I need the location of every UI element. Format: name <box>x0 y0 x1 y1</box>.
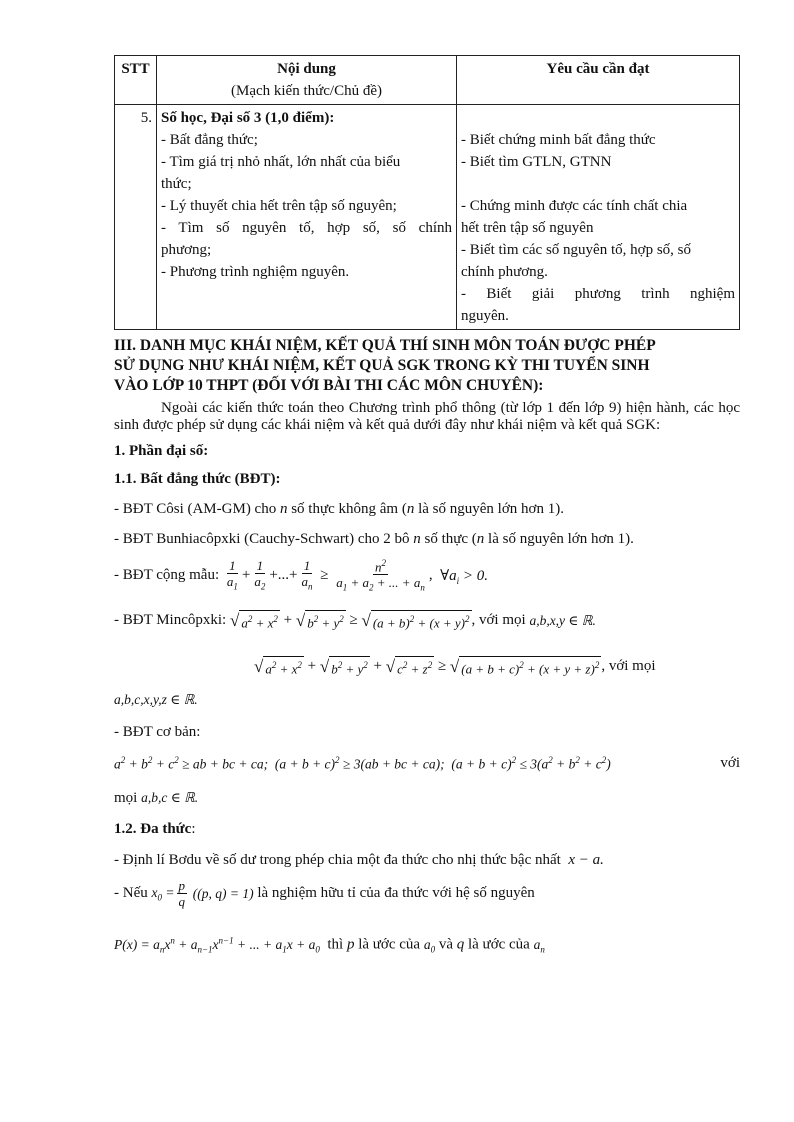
fraction: $\frac{1}{a_1}$ <box>226 557 238 592</box>
coban-vars-pre: mọi <box>114 790 138 806</box>
content-line: phương; <box>161 242 212 258</box>
header-requirement: Yêu cầu cần đạt <box>457 56 740 105</box>
req-line <box>461 107 735 129</box>
subsection-heading: 1.1. Bất đẳng thức (BĐT): <box>114 471 281 487</box>
bodu-line <box>114 852 604 869</box>
fraction: $\frac{1}{a_2}$ <box>254 557 266 592</box>
table-header-row <box>115 56 740 105</box>
bunhia-text: số thực ( <box>420 531 477 547</box>
content-line: - Tìm số nguyên tố, hợp số, số chính <box>161 220 452 236</box>
poly-line: $P(x) = a_nx^n + a_{n-1}x^{n-1}$ + ... + $a_1x + a_0$ thì p là ước của $a_0$ và q là ước của $a_n$ <box>114 935 545 955</box>
table-row <box>115 105 740 330</box>
content-line: thức; <box>161 176 192 192</box>
fraction: $\frac{p}{q}$ <box>178 878 185 909</box>
poly-text: và <box>438 936 453 953</box>
bunhia-line <box>114 531 634 548</box>
req-line: - Biết giải phương trình nghiệm <box>461 286 735 302</box>
neu-label: - Nếu <box>114 885 148 901</box>
poly-text: là ước của <box>358 936 421 953</box>
header-stt: STT <box>115 56 157 105</box>
req-line: - Chứng minh được các tính chất chia <box>461 198 688 214</box>
content-line: - Tìm giá trị nhỏ nhất, lớn nhất của biểu <box>161 154 401 170</box>
minco2-vars: a,b,c,x,y,z ∈ ℝ. <box>114 692 198 707</box>
content-line: - Bất đẳng thức; <box>161 132 258 148</box>
var-n: n <box>476 531 485 547</box>
var-n: n <box>406 501 415 517</box>
coban-line: $a^2 + b^2 + c^2$ ≥ ab + bc + ca; $(a + b + c)^2 \ge 3(ab$ + bc + ca); $(a + b + c)^2 \le 3(a^2 + b^2 + c^2)$ với <box>114 755 740 772</box>
minco2-tail: , với mọi <box>601 658 656 675</box>
minco-label: - BĐT Mincôpxki: <box>114 612 227 629</box>
cosi-text: - BĐT Côsi (AM-GM) cho <box>114 501 280 517</box>
req-line: - Biết tìm GTLN, GTNN <box>461 154 612 170</box>
section-heading: III. DANH MỤC KHÁI NIỆM, KẾT QUẢ THÍ SINH MÔN TOÁN ĐƯỢC PHÉP <box>114 337 656 354</box>
fraction: $\frac{n^2}{a_1 + a_2 + ... + a_n}$ <box>336 558 425 593</box>
var-p: p <box>346 936 355 953</box>
requirements-table <box>114 55 740 330</box>
neu-line: - Nếu $x_0$ = $\frac{p}{q}$ ((p, q) = 1) là nghiệm hữu tỉ của đa thức với hệ số nguyên <box>114 878 535 909</box>
req-line: nguyên. <box>461 308 509 324</box>
cosi-text: là số nguyên lớn hơn 1). <box>414 501 564 517</box>
section-heading: VÀO LỚP 10 THPT (ĐỐI VỚI BÀI THI CÁC MÔN CHUYÊN): <box>114 377 544 394</box>
header-content-title: Nội dung <box>277 61 336 77</box>
coban-tail: với <box>720 755 740 771</box>
minco-line: - BĐT Mincôpxki: √ $a^2 + x^2$ + √ $b^2 + y^2$ ≥ √ $(a + b)^2 + (x + y)^2$ , với mọi a,b,x,y ∈ ℝ. <box>114 610 596 631</box>
header-content-subtitle: (Mạch kiến thức/Chủ đề) <box>230 83 382 99</box>
var-q: q <box>456 936 465 953</box>
neu-tail: là nghiệm hữu tỉ của đa thức với hệ số nguyên <box>257 885 535 901</box>
sub12-title: 1.2. Đa thức <box>114 821 192 837</box>
req-line: - Biết tìm các số nguyên tố, hợp số, số <box>461 242 691 258</box>
minco-vars: a,b,x,y ∈ ℝ. <box>529 612 596 628</box>
row-content <box>157 105 457 330</box>
bunhia-text: là số nguyên lớn hơn 1). <box>484 531 634 547</box>
bodu-text: - Định lí Bơdu về số dư trong phép chia một đa thức cho nhị thức bậc nhất <box>114 852 561 868</box>
intro-paragraph: Ngoài các kiến thức toán theo Chương trình phổ thông (từ lớp 1 đến lớp 9) hiện hành, các học sinh được phép sử dụng các khái niệm và kết quả dưới đây như khái niệm và kết quả SGK: <box>114 400 740 433</box>
cosi-line <box>114 501 564 518</box>
req-line <box>461 173 735 195</box>
bodu-expr: x − a. <box>568 852 604 868</box>
var-n: n <box>279 501 288 517</box>
row-title: Số học, Đại số 3 (1,0 điểm): <box>161 110 335 126</box>
congmau-label: - BĐT cộng mẫu: <box>114 567 220 584</box>
req-line: - Biết chứng minh bất đẳng thức <box>461 132 656 148</box>
coban-label: - BĐT cơ bản: <box>114 724 201 740</box>
sub12-colon: : <box>191 821 196 837</box>
row-requirement <box>457 105 740 330</box>
coban-vars-line <box>114 790 198 807</box>
coban-vars: a,b,c ∈ ℝ. <box>141 790 199 805</box>
minco2-line: √ $a^2 + x^2$ + √ $b^2 + y^2$ + √ $c^2 + z^2$ ≥ √ $(a + b + c)^2 + (x + y + z)^2$ , với mọi <box>254 656 656 677</box>
page <box>114 55 740 1034</box>
cosi-text: số thực không âm ( <box>287 501 407 517</box>
req-line: chính phương. <box>461 264 548 280</box>
poly-text: thì <box>327 936 344 953</box>
req-line: hết trên tập số nguyên <box>461 220 594 236</box>
content-line: - Phương trình nghiệm nguyên. <box>161 264 350 280</box>
section-heading: SỬ DỤNG NHƯ KHÁI NIỆM, KẾT QUẢ SGK TRONG KỲ THI TUYỂN SINH <box>114 357 650 374</box>
bunhia-text: - BĐT Bunhiacôpxki (Cauchy-Schwart) cho 2 bô <box>114 531 414 547</box>
congmau-line: - BĐT cộng mẫu: $\frac{1}{a_1}$ + $\frac{1}{a_2}$ +...+ $\frac{1}{a_n}$ ≥ $\frac{n^2}{a_1 + a_2 + ... + a_n}$ , $\forall a_i > 0$. <box>114 556 488 596</box>
content-line: - Lý thuyết chia hết trên tập số nguyên; <box>161 198 397 214</box>
part-heading: 1. Phần đại số: <box>114 443 209 459</box>
minco-tail: , với mọi <box>471 612 526 629</box>
content-body <box>114 434 740 1034</box>
row-number: 5. <box>115 105 157 330</box>
header-content <box>157 56 457 105</box>
var-n: n <box>413 531 421 547</box>
poly-text: là ước của <box>467 936 530 953</box>
subsection-heading-2 <box>114 821 196 838</box>
fraction: $\frac{1}{a_n}$ <box>301 557 313 592</box>
